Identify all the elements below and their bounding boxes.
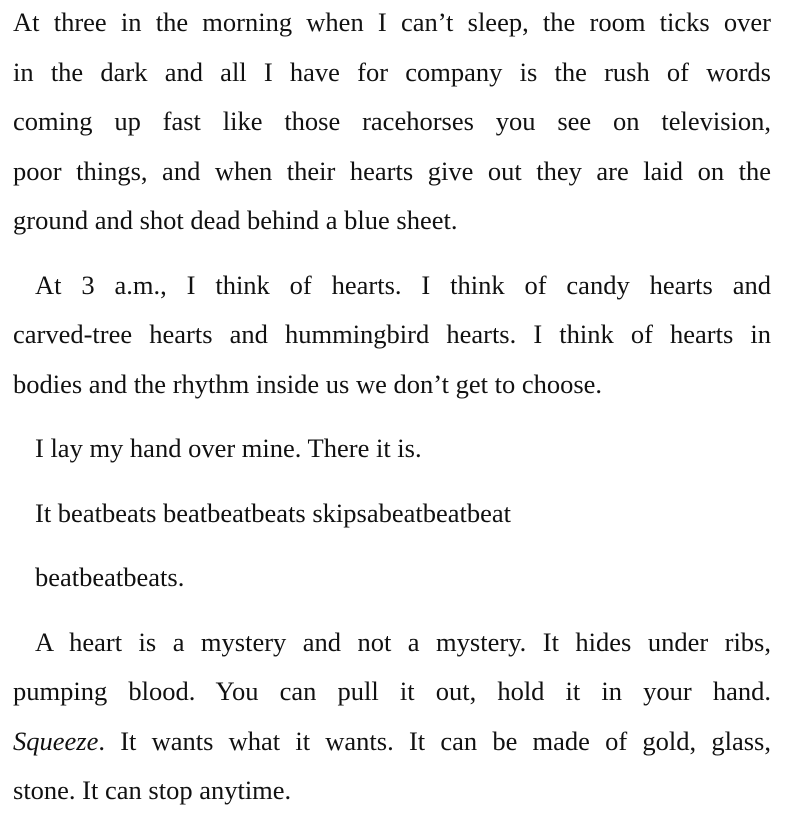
- text-line: ground and shot dead behind a blue sheet.: [13, 205, 458, 235]
- text-line: [13, 717, 771, 767]
- text-line: At three in the morning when I can’t sleep, the room ticks over: [13, 7, 771, 37]
- paragraph-beats: It beatbeats beatbeatbeats skipsabeatbeatbeat: [35, 497, 512, 528]
- text-line: poor things, and when their hearts give out they are laid on the: [13, 155, 771, 186]
- text-line: A heart is a mystery and not a mystery. It hides under ribs,: [35, 626, 771, 657]
- text-line: bodies and the rhythm inside us we don’t get to choose.: [13, 368, 603, 399]
- emphasis-squeeze: Squeeze: [13, 725, 99, 756]
- paragraph-hand: I lay my hand over mine. There it is.: [35, 433, 422, 463]
- paragraph-hearts: [13, 261, 771, 410]
- text-line: stone. It can stop anytime.: [13, 775, 292, 805]
- paragraph-beatbeatbeats: beatbeatbeats.: [35, 562, 185, 592]
- paragraph-mystery: [13, 618, 771, 816]
- text-line: in the dark and all I have for company is the rush of words: [13, 56, 771, 87]
- text-fragment: . It wants what it wants. It can be made of gold, glass,: [98, 725, 771, 756]
- text-line: carved-tree hearts and hummingbird hearts. I think of hearts in: [13, 319, 771, 349]
- document-page: [13, 0, 771, 816]
- text-line: coming up fast like those racehorses you see on television,: [13, 106, 771, 136]
- paragraph-sleepless: [13, 0, 771, 246]
- text-line: At 3 a.m., I think of hearts. I think of candy hearts and: [35, 269, 771, 300]
- text-line: pumping blood. You can pull it out, hold it in your hand.: [13, 676, 771, 706]
